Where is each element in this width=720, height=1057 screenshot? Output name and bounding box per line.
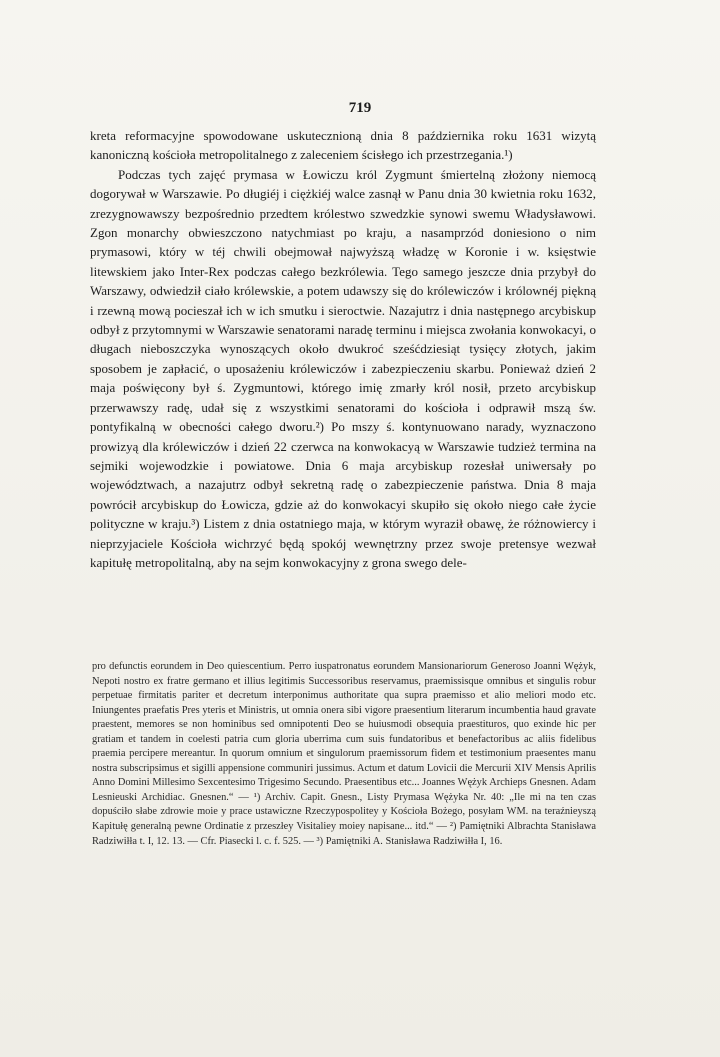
paragraph-1: kreta reformacyjne spowodowane uskutecznioną dnia 8 października roku 1631 wizytą kanoniczną kościoła metropolitalnego z zaleceniem ścisłego ich przestrzegania.¹) — [90, 128, 596, 163]
footnotes — [92, 660, 596, 849]
main-text — [90, 126, 596, 572]
paragraph-2: Podczas tych zajęć prymasa w Łowiczu król Zygmunt śmiertelną złożony niemocą dogorywał w Warszawie. Po długiéj i ciężkiéj walce zasnął w Panu dnia 30 kwietnia roku 1632, zrezygnowawszy bezpośrednio przedtem królestwo szwedzkie synowi swemu Władysławowi. Zgon monarchy obwieszczono natychmiast po kraju, a nasamprzód doniesiono o nim prymasowi, który w téj chwili obejmował najwyższą władzę w Koronie i w. księstwie litewskiem jako Inter-Rex podczas całego bezkrólewia. Tego samego jeszcze dnia przybył do Warszawy, odwiedził ciało królewskie, a potem udawszy się do królewiczów i królownéj piękną i rzewną mową pocieszał ich w ich smutku i sieroctwie. Nazajutrz i dnia następnego arcybiskup odbył z przytomnymi w Warszawie senatorami naradę terminu i miejsca zwołania konwokacyi, o długach nieboszczyka wynoszących około dwukroć sześćdziesiąt tysięcy złotych, jakim sposobem je zapłacić, o uposażeniu królewiczów i zabezpieczeniu skarbu. Ponieważ dzień 2 maja poświęcony był ś. Zygmuntowi, którego imię zmarły król nosił, przeto arcybiskup przerwawszy radę, udał się z wszystkimi senatorami do kościoła i odprawił mszą św. pontyfikalną w obecności całego dworu.²) Po mszy ś. kontynuowano narady, wyznaczono prowizyą dla królewiczów i dzień 22 czerwca na konwokacyą w Warszawie tudzież termina na sejmiki wojewodzkie i powiatowe. Dnia 6 maja arcybiskup rozesłał uniwersały po województwach, a nazajutrz odbył sekretną radę o zabezpieczenie państwa. Dnia 8 maja powrócił arcybiskup do Łowicza, gdzie aż do konwokacyi skupiło się około niego całe życie polityczne w kraju.³) Listem z dnia ostatniego maja, w którym wyraził obawę, że różnowiercy i nieprzyjaciele Kościoła wichrzyć będą spokój wewnętrzny przez swoje pretensye wezwał kapitułę metropolitalną, aby na sejm konwokacyjny z grona swego dele- — [90, 166, 596, 570]
footnote-text: pro defunctis eorundem in Deo quiescentium. Perro iuspatronatus eorundem Mansionariorum Generoso Joanni Wężyk, Nepoti nostro ex fratre germano et illius legitimis Successoribus reservamus, praemissisque omnibus et singulis robur perpetuae firmitatis pariter et decretum interponimus authoritate qua supra praemisso et alio meliori modo etc. Iniungentes praefatis Pres yteris et Ministris, ut omnia onera sibi vigore praesentium literarum incumbentia haud gravate praestent, memores se non hominibus sed omnipotenti Deo se huiusmodi obsequia praestituros, quo exinde hic per gratiam et tandem in coelesti patria cum gloria uberrima cum suis fundatoribus et benefactoribus ac aliis fidelibus praemia percipere mereantur. In quorum omnium et singulorum praemissorum fidem et testimonium praesentes manu nostra subscripsimus et sigilli appensione communiri jussimus. Actum et datum Lovicii die Mercurii XIV Mensis Aprilis Anno Domini Millesimo Sexcentesimo Trigesimo Secundo. Praesentibus etc... Joannes Wężyk Archieps Gnesnen. Adam Lesnieuski Archidiac. Gnesnen.“ — ¹) Archiv. Capit. Gnesn., Listy Prymasa Wężyka Nr. 40: „Ile mi na ten czas dopuściło słabe zdrowie moie y prace ustawiczne Rzeczypospolitey y Kościoła Bożego, posyłam WM. na teraźnieyszą Kapitułę generalną pewne Ordinatie z przeszłey Visitaliey moiey napisane... itd.“ — ²) Pamiętniki Albrachta Stanisława Radziwiłła t. I, 12. 13. — Cfr. Piasecki l. c. f. 525. — ³) Pamiętniki A. Stanisława Radziwiłła I, 16. — [92, 661, 596, 847]
page-number: 719 — [348, 100, 372, 116]
